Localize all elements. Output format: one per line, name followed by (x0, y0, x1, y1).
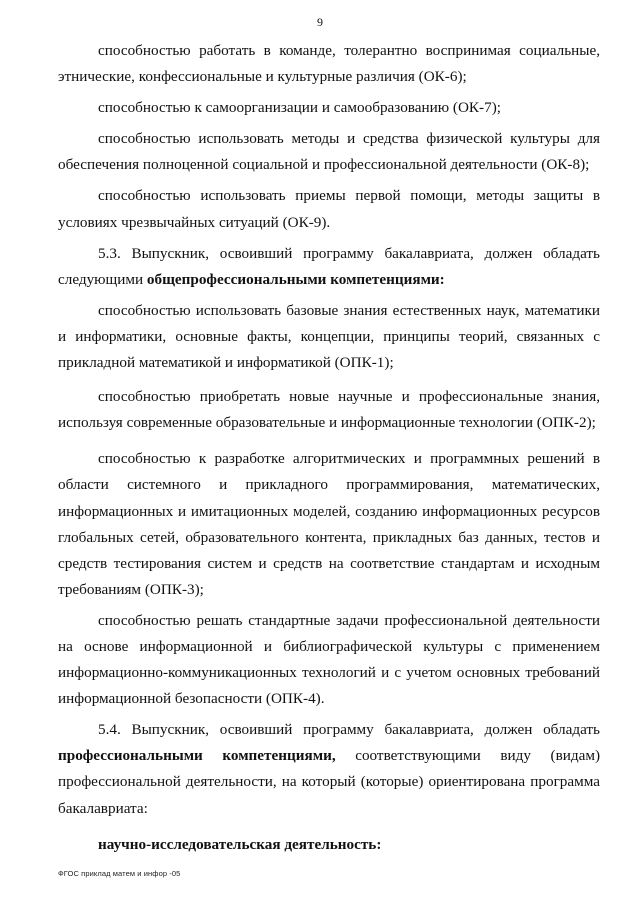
paragraph-opk-4: способностью решать стандартные задачи профессиональной деятельности на основе информационной и библиографической культуры с применением информационно-коммуникационных технологий и с учетом основных требований информационной безопасности (ОПК-4). (58, 611, 600, 708)
section-5-4 (58, 717, 600, 821)
section-5-3 (58, 241, 600, 293)
page-number: 9 (317, 15, 323, 29)
paragraph-ok-7: способностью к самоорганизации и самообразованию (ОК-7); (98, 99, 501, 117)
paragraph-opk-2: способностью приобретать новые научные и профессиональные знания, используя современные образовательные и информационные технологии (ОПК-2); (58, 388, 600, 432)
paragraph-opk-1: способностью использовать базовые знания естественных наук, математики и информатики, основные факты, концепции, принципы теорий, связанных с прикладной математикой и информатикой (ОПК-1); (58, 301, 600, 372)
section-5-4-bold-term: профессиональными компетенциями, (58, 747, 336, 765)
paragraph-ok-6: способностью работать в команде, толерантно воспринимая социальные, этнические, конфессиональные и культурные различия (ОК-6); (58, 42, 600, 86)
paragraph-opk-3: способностью к разработке алгоритмических и программных решений в области системного и прикладного программирования, математических, информационных и имитационных моделей, созданию информационных ресурсов глобальных сетей, образовательного контента, прикладных баз данных, тестов и средств тестирования систем и средств на соответствие стандартам и исходным требованиям (ОПК-3); (58, 450, 600, 598)
section-5-4-text-before: 5.4. Выпускник, освоивший программу бакалавриата, должен обладать (98, 721, 600, 739)
section-5-4-text-after: соответствующими виду (видам) профессиональной деятельности, на который (которые) ориентирована программа бакалавриата: (58, 747, 601, 817)
section-5-3-text: 5.3. Выпускник, освоивший программу бакалавриата, должен обладать следующими (58, 244, 600, 288)
heading-research-activity-text: научно-исследовательская деятельность: (98, 835, 382, 853)
document-body (58, 38, 600, 858)
paragraph-ok-8: способностью использовать методы и средства физической культуры для обеспечения полноценной социальной и профессиональной деятельности (ОК-8); (58, 130, 600, 174)
section-5-3-bold-term: общепрофессиональными компетенциями: (146, 270, 445, 288)
paragraph-ok-9: способностью использовать приемы первой помощи, методы защиты в условиях чрезвычайных ситуаций (ОК-9). (58, 187, 600, 231)
heading-research-activity (58, 832, 600, 858)
footer-note: ФГОС приклад матем и инфор -05 (58, 869, 181, 878)
